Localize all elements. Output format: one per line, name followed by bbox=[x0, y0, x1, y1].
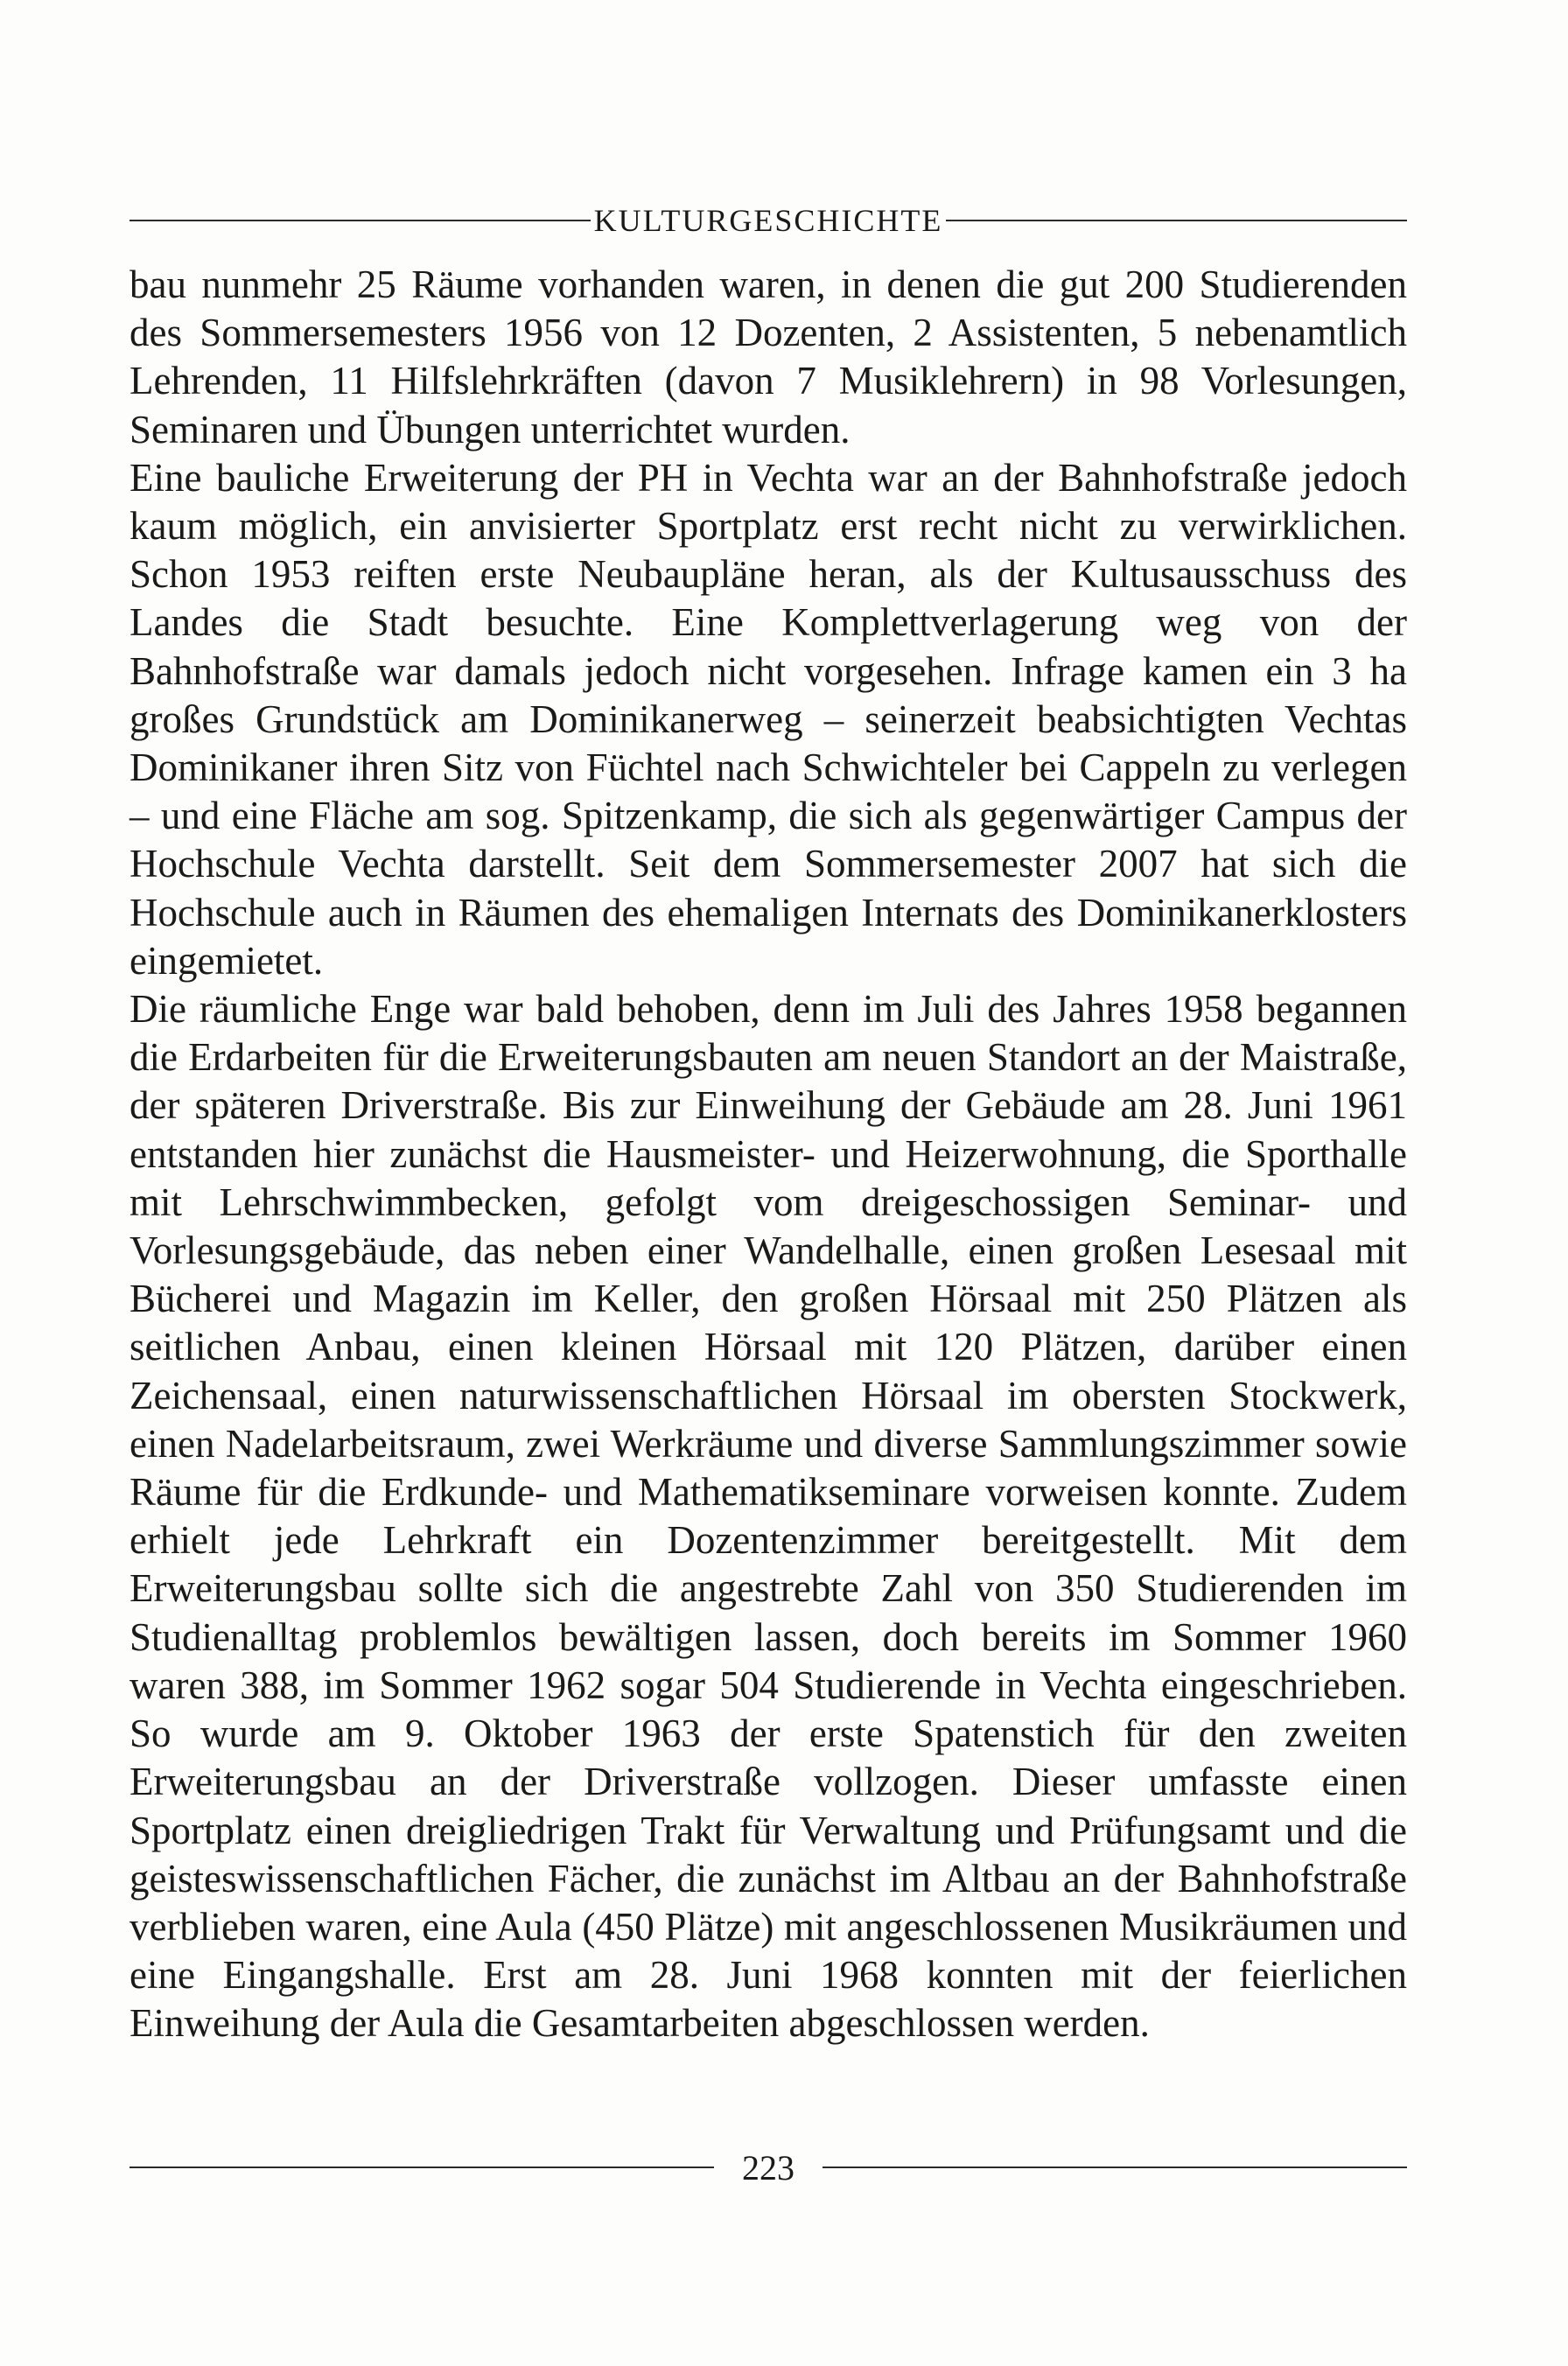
paragraph-1: bau nunmehr 25 Räume vorhanden waren, in denen die gut 200 Studierenden des Sommersemesters 1956 von 12 Dozenten, 2 Assistenten, 5 nebenamtlich Lehrenden, 11 Hilfslehrkräften (davon 7 Musiklehrern) in 98 Vorlesungen, Seminaren und Übungen unterrichtet wurden. bbox=[130, 262, 1407, 452]
footer-rule-left bbox=[130, 2166, 714, 2168]
running-header bbox=[130, 194, 1407, 247]
header-rule-left bbox=[130, 220, 591, 221]
page-number: 223 bbox=[742, 2147, 794, 2188]
footer-rule-right bbox=[822, 2166, 1407, 2168]
page-footer bbox=[130, 2146, 1407, 2189]
paragraph-3: Die räumliche Enge war bald behoben, denn im Juli des Jahres 1958 begannen die Erdarbeiten für die Erweiterungsbauten am neuen Standort an der Maistraße, der späteren Driverstraße. Bis zur Einweihung der Gebäude am 28. Juni 1961 entstanden hier zunächst die Hausmeister- und Heizerwohnung, die Sporthalle mit Lehrschwimmbecken, gefolgt vom dreigeschossigen Seminar- und Vorlesungsgebäude, das neben einer Wandelhalle, einen großen Lesesaal mit Bücherei und Magazin im Keller, den großen Hörsaal mit 250 Plätzen als seitlichen Anbau, einen kleinen Hörsaal mit 120 Plätzen, darüber einen Zeichensaal, einen naturwissenschaftlichen Hörsaal im obersten Stockwerk, einen Nadelarbeitsraum, zwei Werkräume und diverse Sammlungszimmer sowie Räume für die Erdkunde- und Mathematikseminare vorweisen konnte. Zudem erhielt jede Lehrkraft ein Dozentenzimmer bereitgestellt. Mit dem Erweiterungsbau sollte sich die angestrebte Zahl von 350 Studierenden im Studienalltag problemlos bewältigen lassen, doch bereits im Sommer 1960 waren 388, im Sommer 1962 sogar 504 Studierende in Vechta eingeschrieben. So wurde am 9. Oktober 1963 der erste Spatenstich für den zweiten Erweiterungsbau an der Driverstraße vollzogen. Dieser umfasste einen Sportplatz einen dreigliedrigen Trakt für Verwaltung und Prüfungsamt und die geisteswissenschaftlichen Fächer, die zunächst im Altbau an der Bahnhofstraße verblieben waren, eine Aula (450 Plätze) mit angeschlossenen Musikräumen und eine Eingangshalle. Erst am 28. Juni 1968 konnten mit der feierlichen Einweihung der Aula die Gesamtarbeiten abgeschlossen werden. bbox=[130, 987, 1407, 2046]
running-title: KULTURGESCHICHTE bbox=[593, 203, 943, 238]
header-rule-right bbox=[946, 220, 1407, 221]
body-text bbox=[130, 261, 1407, 2048]
paragraph-2: Eine bauliche Erweiterung der PH in Vechta war an der Bahnhofstraße jedoch kaum möglich, ein anvisierter Sportplatz erst recht nicht zu verwirklichen. Schon 1953 reiften erste Neubaupläne heran, als der Kultusausschuss des Landes die Stadt besuchte. Eine Komplettverlagerung weg von der Bahnhofstraße war damals jedoch nicht vorgesehen. Infrage kamen ein 3 ha großes Grundstück am Dominikanerweg – seinerzeit beabsichtigten Vechtas Dominikaner ihren Sitz von Füchtel nach Schwichteler bei Cappeln zu verlegen – und eine Fläche am sog. Spitzenkamp, die sich als gegenwärtiger Campus der Hochschule Vechta darstellt. Seit dem Sommersemester 2007 hat sich die Hochschule auch in Räumen des ehemaligen Internats des Dominikanerklosters eingemietet. bbox=[130, 455, 1407, 983]
